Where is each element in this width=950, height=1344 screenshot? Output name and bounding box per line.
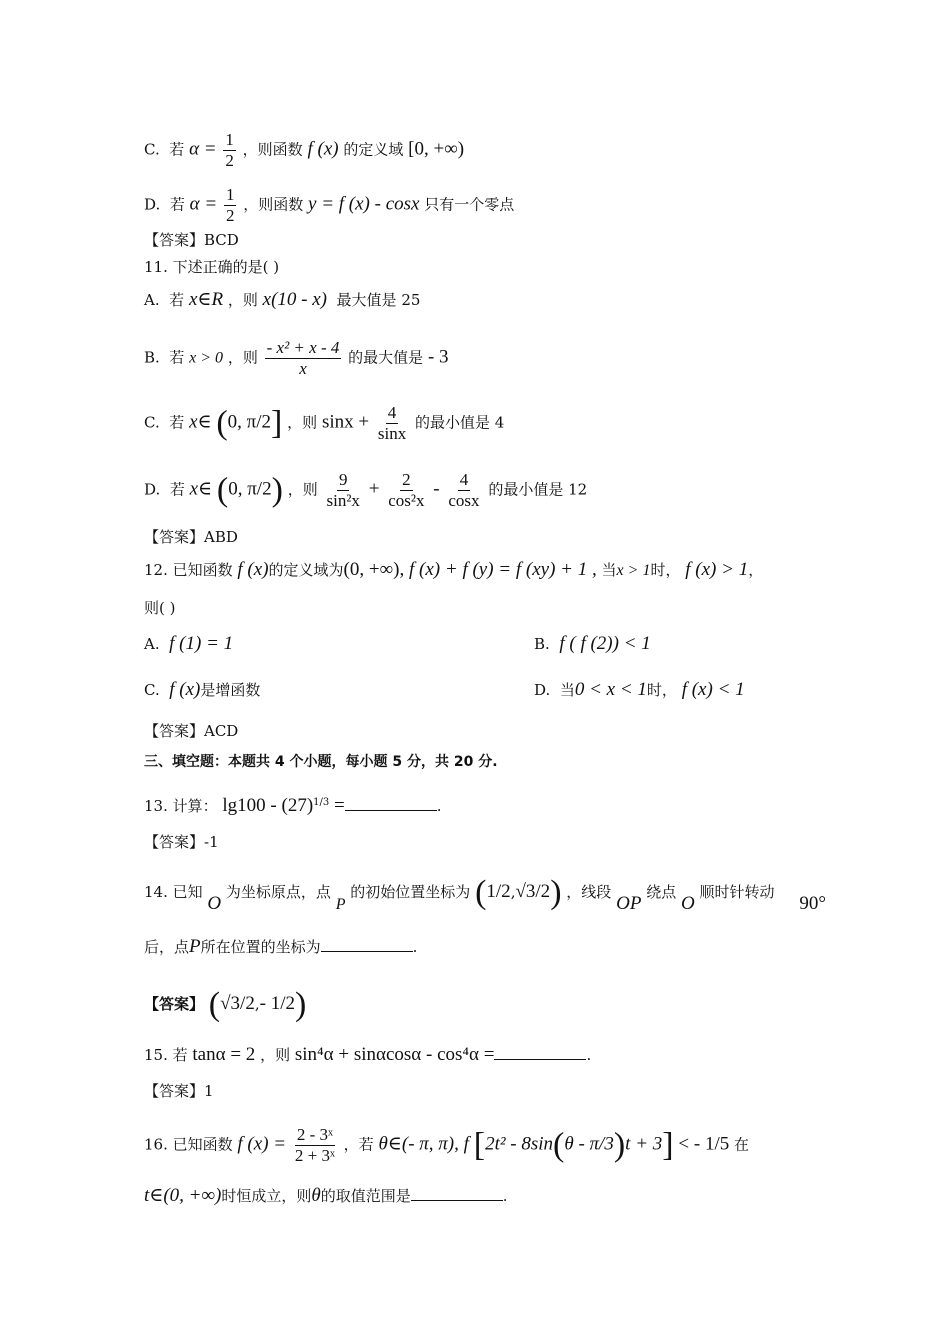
answer-13: 【答案】-1 — [144, 833, 219, 851]
option-label: B. — [144, 348, 160, 367]
text: 时， — [650, 561, 681, 579]
math-cond: tanα = 2 — [192, 1044, 256, 1065]
fraction-half — [224, 185, 237, 226]
math-expr: y = f (x) - cosx — [308, 193, 420, 215]
text: ，则 — [287, 480, 318, 499]
exponent: 1/3 — [313, 797, 330, 808]
text: 后，点 — [144, 938, 190, 956]
q11-option-d — [144, 470, 587, 511]
math-expr: f (x) > 1 — [685, 559, 749, 580]
fraction-d11-2 — [386, 470, 426, 511]
paren-open: ( — [208, 986, 221, 1023]
fraction-q16 — [293, 1125, 337, 1166]
period: . — [412, 938, 418, 956]
question-16-line2 — [144, 1186, 508, 1206]
period: . — [436, 797, 442, 815]
question-15 — [144, 1045, 591, 1065]
num: 1 — [225, 185, 235, 204]
question-16 — [144, 1125, 749, 1166]
plus-sign: + — [368, 478, 380, 500]
coord-x: √3/2 — [220, 993, 255, 1014]
text: 若 — [169, 291, 185, 309]
paren-close: ) — [271, 471, 283, 509]
answer-blank — [345, 796, 437, 811]
den: sin²x — [326, 491, 360, 510]
answer-label: 【答案】 — [144, 995, 205, 1013]
math-alpha-eq: α = — [189, 138, 217, 160]
den: 2 — [225, 151, 234, 170]
text: 的最大值是 — [348, 348, 424, 367]
option-label: A. — [144, 291, 160, 309]
den: sinx — [377, 424, 407, 443]
math-ineq: < - — [678, 1133, 701, 1155]
math-P: P — [335, 896, 346, 913]
option-label: D. — [534, 681, 551, 699]
math-term: θ - π/3 — [564, 1133, 614, 1155]
bracket-open: [ — [473, 1126, 486, 1164]
q11-option-a — [144, 290, 420, 310]
math-domain: [0, +∞) — [408, 138, 465, 160]
answer-14: 【答案】 (√3/2,- 1/2) — [144, 986, 307, 1023]
question-11: 11. 下述正确的是( ) — [144, 258, 280, 276]
paren-open: ( — [553, 1126, 565, 1164]
q10-option-d — [144, 185, 514, 226]
period: . — [502, 1187, 508, 1205]
option-label: C. — [144, 413, 160, 432]
text: 若 — [169, 413, 185, 432]
question-14-line2 — [144, 937, 417, 957]
text: 时， — [646, 681, 677, 699]
math-cond: x > 0 — [189, 349, 224, 367]
fraction-d11-3 — [446, 470, 481, 511]
paren-open: ( — [216, 404, 228, 442]
math-value: - 3 — [427, 346, 449, 368]
text: ，则 — [227, 348, 258, 367]
math-expr: f ( f (2)) < 1 — [559, 633, 651, 654]
num: 4 — [459, 470, 469, 489]
math-expr: f (1) = 1 — [169, 633, 234, 654]
answer-12: 【答案】ACD — [144, 722, 239, 740]
text: 的定义域 — [343, 140, 404, 159]
fraction-half — [223, 130, 236, 171]
math-term: 2t² - 8sin — [485, 1133, 554, 1155]
text: 当 — [559, 681, 575, 699]
math-eq: f (x) + f (y) = f (xy) + 1 , — [409, 559, 597, 580]
num: - x² + x - 4 — [266, 338, 340, 357]
text: 是增函数 — [200, 681, 261, 699]
answer-10: 【答案】BCD — [144, 231, 239, 249]
math-expr: sinx + — [321, 411, 370, 433]
coord-x: 1/2 — [486, 881, 511, 902]
math-degree: 90° — [799, 893, 826, 914]
math-expr: lg100 - (27) — [222, 795, 314, 816]
math-expr: sin⁴α + sinαcosα - cos⁴α = — [294, 1044, 495, 1065]
text: 的取值范围是 — [320, 1187, 411, 1205]
answer-blank — [411, 1186, 503, 1201]
text: 绕点 — [646, 883, 677, 901]
text: 最大值是 25 — [336, 291, 421, 309]
q12-option-a — [144, 634, 233, 654]
math-cond: 0 < x < 1 — [574, 679, 647, 700]
math-OP: OP — [616, 893, 642, 914]
text: 当 — [601, 561, 617, 579]
math-O: O — [207, 893, 222, 914]
math-fx: f (x) = — [237, 1133, 287, 1155]
math-term: t + 3 — [625, 1133, 663, 1155]
text: 只有一个零点 — [424, 195, 515, 214]
math-x-in: x∈ — [189, 478, 213, 500]
text: ，则 — [260, 1046, 291, 1064]
q12-option-b — [534, 634, 651, 654]
paren-open: ( — [475, 874, 487, 911]
text: 若 — [169, 140, 185, 159]
option-label: C. — [144, 681, 160, 699]
option-label: C. — [144, 140, 160, 159]
fraction-d11-1 — [325, 470, 362, 511]
text: 14. 已知 — [144, 883, 203, 901]
fraction-b11 — [265, 338, 342, 379]
den: cos²x — [388, 491, 425, 510]
fraction-c11 — [376, 403, 408, 444]
den: cosx — [448, 491, 480, 510]
text: ，则 — [227, 291, 258, 309]
text: 的初始位置坐标为 — [350, 883, 471, 901]
answer-blank — [321, 937, 413, 952]
text: ，则 — [287, 413, 318, 432]
question-13 — [144, 793, 442, 816]
text: 时恒成立，则 — [221, 1187, 312, 1205]
den: 2 — [225, 206, 235, 225]
math-f: f — [463, 1133, 469, 1155]
math-theta: θ∈(- π, π), — [378, 1133, 459, 1155]
num: 4 — [387, 403, 397, 422]
num: 2 — [402, 470, 411, 489]
text: 的定义域为 — [268, 561, 344, 579]
text: 顺时针转动 — [699, 883, 775, 901]
text: 的最小值是 12 — [488, 480, 588, 499]
interval-c11: 0, π/2 — [227, 411, 272, 433]
bracket-close: ] — [271, 404, 283, 442]
minus-sign: - — [433, 478, 440, 500]
den: x — [299, 359, 307, 378]
math-domain: (0, +∞), — [343, 559, 405, 580]
question-12 — [144, 560, 763, 581]
math-t: t∈(0, +∞) — [144, 1185, 222, 1206]
text: 所在位置的坐标为 — [200, 938, 321, 956]
math-fx: f (x) — [237, 559, 269, 580]
text: 13. 计算： — [144, 797, 218, 815]
text: ，则函数 — [242, 140, 303, 159]
text: ， — [748, 561, 764, 579]
text: 的最小值是 4 — [415, 413, 505, 432]
math-theta: θ — [311, 1185, 321, 1206]
option-label: B. — [534, 635, 550, 653]
paren-open: ( — [216, 471, 229, 509]
text: 若 — [169, 348, 185, 367]
paren-close: ) — [294, 986, 307, 1023]
text: 若 — [169, 480, 185, 499]
question-14: 14. 已知 O 为坐标原点，点 P 的初始位置坐标为 (1/2,√3/2) ，线段 OP 绕点 O 顺时针转动 90° — [144, 874, 826, 914]
text: 若 — [169, 195, 185, 214]
text: 16. 已知函数 — [144, 1135, 233, 1154]
answer-11: 【答案】ABD — [144, 528, 238, 546]
text: 15. 若 — [144, 1046, 188, 1064]
math-fraction: 1/5 — [704, 1133, 730, 1155]
math-cond: x∈R — [188, 289, 224, 310]
math-alpha-eq: α = — [189, 193, 218, 215]
text: 为坐标原点，点 — [225, 883, 331, 901]
q12-option-c — [144, 680, 260, 700]
interval-d11: 0, π/2 — [228, 478, 272, 500]
math-x-in: x∈ — [189, 411, 212, 433]
answer-blank — [494, 1045, 586, 1060]
math-expr: f (x) — [169, 679, 201, 700]
num: 9 — [338, 470, 348, 489]
option-label: D. — [144, 480, 161, 499]
math-fx: f (x) — [307, 138, 339, 160]
question-12-line2: 则( ) — [144, 599, 176, 617]
num: 2 - 3ˣ — [296, 1125, 333, 1144]
math-P: P — [189, 936, 201, 957]
paren-close: ) — [550, 874, 562, 911]
option-label: A. — [144, 635, 160, 653]
text: ，则函数 — [243, 195, 304, 214]
option-label: D. — [144, 195, 161, 214]
bracket-close: ] — [662, 1126, 674, 1164]
den: 2 + 3ˣ — [294, 1146, 335, 1165]
q12-option-d — [534, 680, 745, 700]
math-O: O — [681, 893, 695, 914]
text: 在 — [734, 1135, 750, 1154]
equals: = — [334, 795, 345, 816]
q11-option-b — [144, 338, 449, 379]
paren-close: ) — [613, 1126, 626, 1164]
q11-option-c — [144, 403, 504, 444]
section-heading: 三、填空题：本题共 4 个小题，每小题 5 分，共 20 分. — [144, 754, 498, 770]
text: 12. 已知函数 — [144, 561, 233, 579]
text: ，若 — [343, 1135, 374, 1154]
math-cond: x > 1 — [616, 562, 651, 579]
answer-15: 【答案】1 — [144, 1082, 214, 1100]
coord-y: - 1/2 — [259, 993, 295, 1014]
num: 1 — [225, 130, 234, 149]
q10-option-c — [144, 130, 464, 171]
coord-y: √3/2 — [515, 881, 551, 902]
math-expr: f (x) < 1 — [681, 679, 745, 700]
math-expr: x(10 - x) — [262, 289, 327, 310]
text: ，线段 — [566, 883, 612, 901]
period: . — [586, 1046, 592, 1064]
